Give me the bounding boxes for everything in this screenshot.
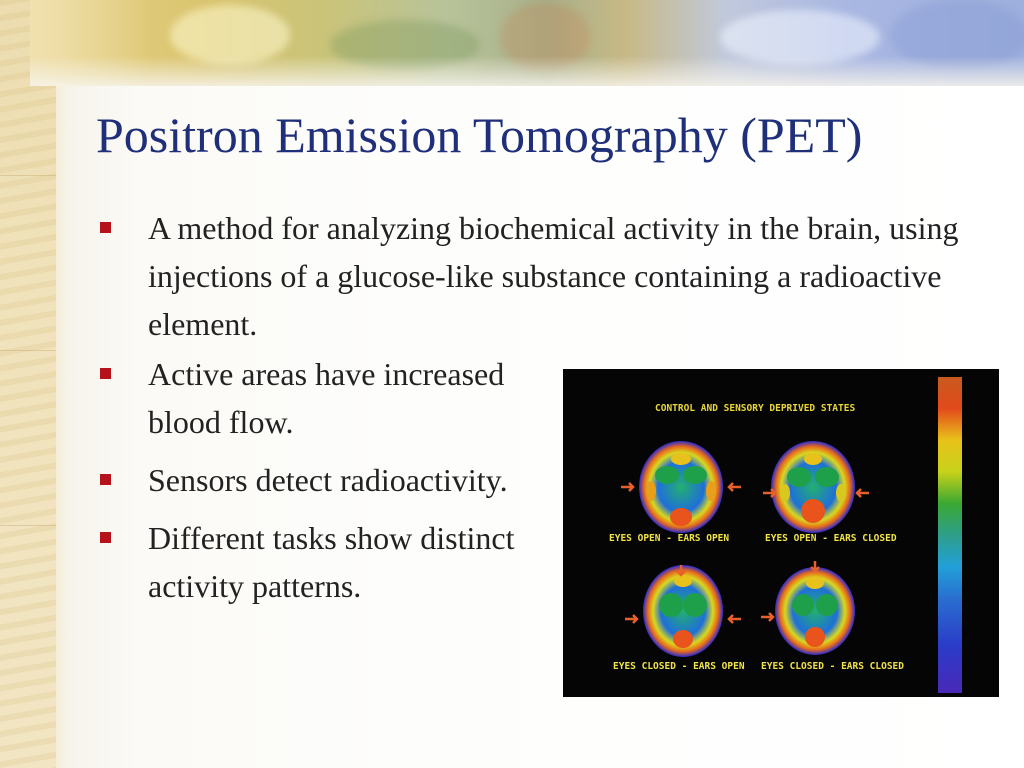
bullet-item bbox=[96, 204, 968, 348]
square-bullet-icon bbox=[100, 532, 111, 543]
arrow-icon bbox=[763, 489, 775, 497]
left-decorative-strip bbox=[0, 0, 56, 768]
arrow-icon bbox=[625, 615, 637, 623]
arrow-icon bbox=[811, 561, 819, 571]
brain-scan bbox=[775, 567, 855, 655]
top-decorative-banner bbox=[30, 0, 1024, 86]
pet-scan-image bbox=[563, 369, 999, 697]
square-bullet-icon bbox=[100, 222, 111, 233]
scan-label: EYES OPEN - EARS CLOSED bbox=[765, 533, 897, 544]
brain-scan bbox=[771, 441, 855, 533]
color-scale-bar bbox=[938, 377, 962, 693]
brain-scan bbox=[643, 565, 723, 657]
bullet-item bbox=[96, 350, 568, 446]
arrow-icon bbox=[729, 483, 741, 491]
bullet-text: Different tasks show distinct activity patterns. bbox=[148, 520, 515, 604]
brain-scan bbox=[639, 441, 723, 533]
arrow-icon bbox=[621, 483, 633, 491]
arrow-icon bbox=[761, 613, 773, 621]
bullet-text: Sensors detect radioactivity. bbox=[148, 462, 508, 498]
bullet-item bbox=[96, 514, 568, 610]
pet-heading: CONTROL AND SENSORY DEPRIVED STATES bbox=[655, 403, 856, 414]
arrow-icon bbox=[729, 615, 741, 623]
scan-label: EYES OPEN - EARS OPEN bbox=[609, 533, 730, 544]
scan-label: EYES CLOSED - EARS CLOSED bbox=[761, 661, 904, 672]
square-bullet-icon bbox=[100, 474, 111, 485]
bullet-text: Active areas have increased blood flow. bbox=[148, 356, 505, 440]
arrow-icon bbox=[857, 489, 869, 497]
slide-title: Positron Emission Tomography (PET) bbox=[96, 107, 863, 163]
bullet-text: A method for analyzing biochemical activity in the brain, using injections of a glucose-like substance containing a radioactive element. bbox=[148, 210, 959, 342]
bullet-item bbox=[96, 456, 568, 504]
square-bullet-icon bbox=[100, 368, 111, 379]
scan-label: EYES CLOSED - EARS OPEN bbox=[613, 661, 745, 672]
